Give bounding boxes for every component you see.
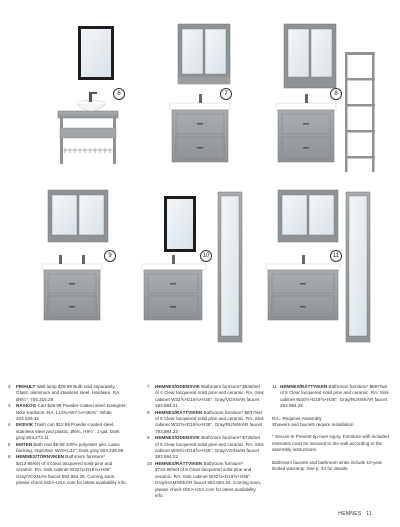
note-requires-assembly: RA= Requires Assembly [272, 415, 322, 421]
note-installation: Showers and faucets require installation. [272, 422, 355, 428]
set-10-illustration [142, 192, 242, 342]
set-8-illustration [276, 24, 375, 172]
product-entry-11: 11 HEMNES/RÄTTVIKEN Bathroom furniture* $867/set of 5 Clear lacquered solid pine and ceramic. RA. Sink cabinet W40½×D19⅝×H35". Gray/RUNSKÄR faucet 293.884.25 [272, 384, 389, 409]
product-entry-4: 4 EKEVIK Trash can $12.99 Powder-coated steel, stainless steel and plastic. Ø6¾, H9½". 1-gal. Dark gray 604.273.11 [8, 422, 120, 441]
badge-9: 9 [104, 250, 116, 262]
left-text-column [8, 384, 128, 487]
note-secure-it: * Secure it! Prevent tip-over injury. Furniture with included restraints must be secured to the wall according to the assembly instructions. [272, 434, 389, 453]
badge-10: 10 [200, 250, 212, 262]
product-entry-3: 3 RÅSKOG Cart $29.99 Powder-coated steel. Designer: Nike Karlsson. RA. L13⅜×W7⅞×H30⅜". White 203.829.32 [8, 403, 127, 422]
footer-brand: HEMNES [338, 511, 362, 517]
badge-11: 11 [330, 250, 342, 262]
page-number: 11 [366, 511, 372, 517]
middle-text-column [147, 384, 265, 499]
badge-8: 8 [330, 88, 342, 100]
product-entry-10: 10 HEMNES/RÄTTVIKEN Bathroom furniture* $722.99/set of 5 Clear lacquered solid pine and ceramic. RA. Sink cabinet W32⅝×D19⅝×H35". Gray/HAMNSKÄR faucet 593.884.24. Coming soon, please check IKEA-USA.com for latest availability info. [147, 460, 262, 498]
set-9-illustration [42, 190, 108, 320]
page-footer [338, 511, 372, 517]
product-entry-5: 5 EMTEN Bath mat $9.99 100% polyester pile. Latex backing. Imported. W20×L32". Dark gray 604.228.89 [8, 441, 124, 454]
set-6-illustration [58, 26, 118, 164]
product-entry-6: 6 HEMNES/TÖRNVIKEN Bathroom furniture* $413.99/set of 4 Clear lacquered solid pine and ceramic. RA. Sink cabinet W32⅝×D18⅞×H35". Gray/VOXNAN faucet 593.884.26. Coming soon, please check IKEA-USA.com for latest availability info. [8, 454, 127, 486]
badge-6: 6 [113, 88, 125, 100]
product-entry-2: 2 FRIHULT Wall lamp $29.99 Bulb sold separately. Glass, aluminum and stainless steel. Hardwire. RA. Ø5½". 704.316.28 [8, 384, 121, 402]
right-text-column [272, 384, 390, 472]
product-entry-9: 9 HEMNES/ODENSVIK Bathroom furniture* $728/set of 5 Clear lacquered solid pine and ceramic. RA. Sink cabinet W40½×D19⅝×H35". Gray/VOXNAN faucet 393.884.22 [147, 435, 264, 460]
badge-7: 7 [220, 88, 232, 100]
note-warranty: Bathroom faucets and bathroom sinks include 10-year limited warranty. See p. 34 for details. [272, 459, 383, 472]
set-11-illustration [266, 190, 370, 342]
product-entry-8: 8 HEMNES/RÄTTVIKEN Bathroom furniture* $637/set of 5 Clear lacquered solid pine and ceramic. RA. Sink cabinet W32⅝×D19⅝×H35". Gray/RUNSKÄR faucet 793.884.23 [147, 409, 264, 434]
product-entry-7: 7 HEMNES/ODENSVIK Bathroom furniture* $548/set of 4 Clear lacquered solid pine and ceramic. RA. Sink cabinet W32⅝×D19⅝×H35". Gray/VOXNAN faucet 193.884.21 [147, 384, 264, 409]
